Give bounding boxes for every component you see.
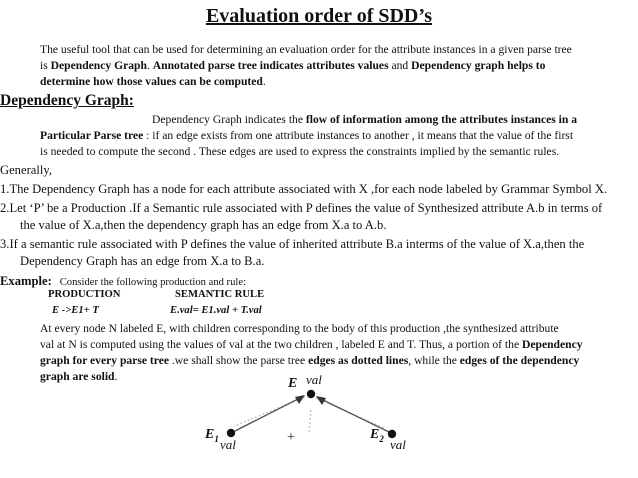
root-node <box>307 390 315 398</box>
dependency-edge-left <box>235 398 300 431</box>
intro-line-1: The useful tool that can be used for determining an evaluation order for the attribute instances in a given parse tree <box>40 43 572 56</box>
page-title: Evaluation order of SDD’s <box>205 5 433 27</box>
point-2-line-1: 2.Let ‘P’ be a Production .If a Semantic rule associated with P defines the value of Synthesized attribute A.b in terms of <box>0 201 603 215</box>
point-2-line-2: the value of X.a,then the dependency graph has an edge from X.a to A.b. <box>20 218 387 232</box>
production-value: E ->E1+ T <box>52 305 99 316</box>
root-attr: val <box>306 372 322 387</box>
dependency-graph-heading: Dependency Graph: <box>0 92 134 109</box>
point-3-line-2: Dependency Graph has an edge from X.a to B.a. <box>20 254 265 268</box>
dep-line-1: Dependency Graph indicates the flow of information among the attributes instances in a <box>152 113 578 126</box>
generally-label: Generally, <box>0 163 52 177</box>
dep-line-3: is needed to compute the second . These edges are used to express the constraints implied by the semantic rules. <box>40 145 560 158</box>
point-3-line-1: 3.If a semantic rule associated with P defines the value of inherited attribute B.a interms of the value of X.a,then the <box>0 237 585 251</box>
semantic-rule-header: SEMANTIC RULE <box>175 289 265 300</box>
semantic-rule-value: E.val= E1.val + T.val <box>170 305 262 316</box>
point-1: 1.The Dependency Graph has a node for each attribute associated with X ,for each node labeled by Grammar Symbol X. <box>0 182 608 196</box>
closing-line-3: graph for every parse tree .we shall show the parse tree edges as dotted lines, while the edges of the dependency <box>40 354 580 367</box>
arrowhead-right <box>316 396 326 405</box>
plus-sign: + <box>287 430 295 445</box>
parse-edge-middle <box>309 410 311 432</box>
production-header: PRODUCTION <box>48 289 121 300</box>
right-attr: val <box>390 437 406 452</box>
example-line: Example: Consider the following production and rule: <box>0 274 246 288</box>
intro-line-3: determine how those values can be computed. <box>40 75 266 88</box>
intro-line-2: is Dependency Graph. Annotated parse tree indicates attributes values and Dependency graph helps to <box>40 59 546 72</box>
closing-line-2: val at N is computed using the values of val at the two children , labeled E and T. Thus, a portion of the Dependency <box>40 338 583 351</box>
arrowhead-left <box>295 395 305 404</box>
closing-line-4: graph are solid. <box>40 370 118 383</box>
left-child-node <box>227 429 235 437</box>
right-label: $E_2$ <box>370 427 384 444</box>
closing-line-1: At every node N labeled E, with children corresponding to the body of this production ,the synthesized attribute <box>40 322 559 335</box>
dep-line-2: Particular Parse tree : if an edge exists from one attribute instances to another , it means that the value of the first <box>40 129 574 142</box>
root-label: E <box>288 376 298 391</box>
left-attr: val <box>220 437 236 452</box>
left-label: $E_1$ <box>205 427 219 444</box>
